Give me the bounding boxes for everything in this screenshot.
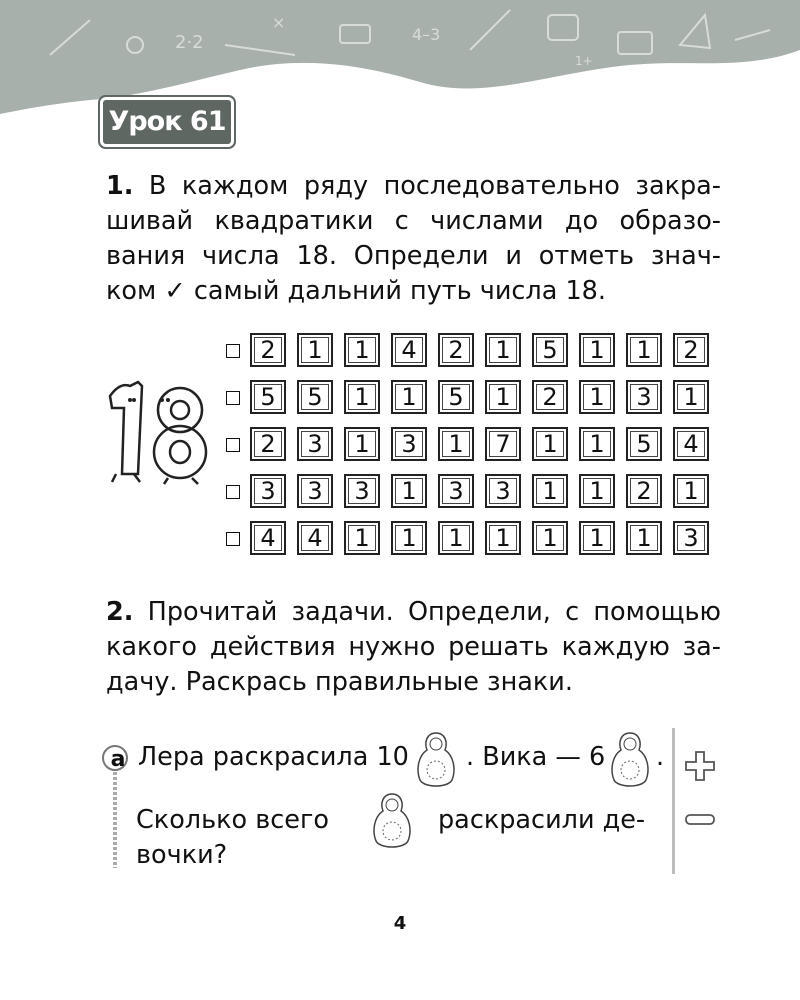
number-cell[interactable]: 3 [673, 521, 709, 555]
number-cell[interactable]: 5 [532, 333, 568, 367]
number-cell[interactable]: 2 [250, 427, 286, 461]
number-cell[interactable]: 1 [532, 474, 568, 508]
number-cell[interactable]: 1 [344, 333, 380, 367]
number-cell[interactable]: 3 [626, 380, 662, 414]
matryoshka-icon [412, 730, 460, 790]
task2-number: 2. [106, 597, 134, 627]
problem-a-text-4: раскрасили де- [438, 805, 646, 835]
number-cell[interactable]: 1 [391, 474, 427, 508]
number-cell[interactable]: 1 [579, 333, 615, 367]
number-cell[interactable]: 4 [297, 521, 333, 555]
svg-text:4–3: 4–3 [412, 25, 441, 44]
number-cell[interactable]: 1 [438, 427, 474, 461]
task1-line: вания числа 18. Определи и отметь знач- [106, 241, 721, 271]
matryoshka-icon [368, 790, 416, 852]
task2-line: 2. Прочитай задачи. Определи, с помощью [106, 597, 721, 627]
number-18-mascot [100, 378, 215, 488]
number-cell[interactable]: 4 [250, 521, 286, 555]
number-cell[interactable]: 4 [391, 333, 427, 367]
number-cell[interactable]: 3 [391, 427, 427, 461]
problem-a-text-1: Лера раскрасила 10 [138, 742, 409, 772]
number-cell[interactable]: 1 [579, 380, 615, 414]
number-cell[interactable]: 2 [250, 333, 286, 367]
number-cell[interactable]: 2 [626, 474, 662, 508]
number-cell[interactable]: 3 [297, 427, 333, 461]
number-cell[interactable]: 3 [297, 474, 333, 508]
number-cell[interactable]: 1 [673, 380, 709, 414]
row-checkbox[interactable] [226, 438, 240, 452]
plus-sign-icon[interactable] [682, 748, 718, 784]
problem-a-text-3: Сколько всего [136, 805, 329, 835]
number-cell[interactable]: 1 [438, 521, 474, 555]
problem-a-text-5: вочки? [136, 840, 228, 870]
number-cell[interactable]: 1 [485, 333, 521, 367]
number-cell[interactable]: 1 [391, 380, 427, 414]
number-cell[interactable]: 1 [579, 427, 615, 461]
number-cell[interactable]: 1 [344, 427, 380, 461]
row-checkbox[interactable] [226, 532, 240, 546]
problem-a-text-2: . Вика — 6 [466, 742, 606, 772]
number-cell[interactable]: 3 [250, 474, 286, 508]
number-cell[interactable]: 1 [485, 380, 521, 414]
task2-line: дачу. Раскрась правильные знаки. [106, 667, 573, 697]
number-cell[interactable]: 5 [626, 427, 662, 461]
number-cell[interactable]: 2 [438, 333, 474, 367]
page-number: 4 [393, 913, 407, 934]
number-cell[interactable]: 2 [673, 333, 709, 367]
number-cell[interactable]: 1 [297, 333, 333, 367]
svg-text:×: × [272, 13, 286, 32]
number-cell[interactable]: 7 [485, 427, 521, 461]
number-cell[interactable]: 3 [438, 474, 474, 508]
number-cell[interactable]: 5 [297, 380, 333, 414]
number-cell[interactable]: 5 [438, 380, 474, 414]
task1-line: шивай квадратики с числами до образо- [106, 206, 721, 236]
divider-line [672, 728, 675, 874]
problem-a-period: . [656, 742, 665, 772]
number-cell[interactable]: 2 [532, 380, 568, 414]
minus-sign-icon[interactable] [682, 812, 718, 828]
number-cell[interactable]: 1 [626, 521, 662, 555]
row-checkbox[interactable] [226, 485, 240, 499]
number-cell[interactable]: 4 [673, 427, 709, 461]
number-cell[interactable]: 1 [626, 333, 662, 367]
option-a-letter: а [110, 747, 126, 772]
row-checkbox[interactable] [226, 344, 240, 358]
number-cell[interactable]: 1 [344, 380, 380, 414]
svg-text:1+: 1+ [575, 54, 593, 68]
number-cell[interactable]: 1 [344, 521, 380, 555]
lesson-title: Урок 61 [103, 100, 231, 144]
svg-text:2·2: 2·2 [175, 32, 204, 53]
number-cell[interactable]: 1 [579, 474, 615, 508]
task1-line: 1. В каждом ряду последовательно закра- [106, 171, 721, 201]
number-cell[interactable]: 3 [344, 474, 380, 508]
task1-number: 1. [106, 171, 134, 201]
number-cell[interactable]: 1 [673, 474, 709, 508]
number-cell[interactable]: 1 [532, 521, 568, 555]
matryoshka-icon [606, 730, 654, 790]
number-cell[interactable]: 1 [391, 521, 427, 555]
number-cell[interactable]: 3 [485, 474, 521, 508]
task2-line: какого действия нужно решать каждую за- [106, 632, 721, 662]
number-cell[interactable]: 1 [579, 521, 615, 555]
number-cell[interactable]: 1 [485, 521, 521, 555]
number-cell[interactable]: 5 [250, 380, 286, 414]
task1-line: ком ✓ самый дальний путь числа 18. [106, 276, 607, 306]
row-checkbox[interactable] [226, 391, 240, 405]
number-cell[interactable]: 1 [532, 427, 568, 461]
